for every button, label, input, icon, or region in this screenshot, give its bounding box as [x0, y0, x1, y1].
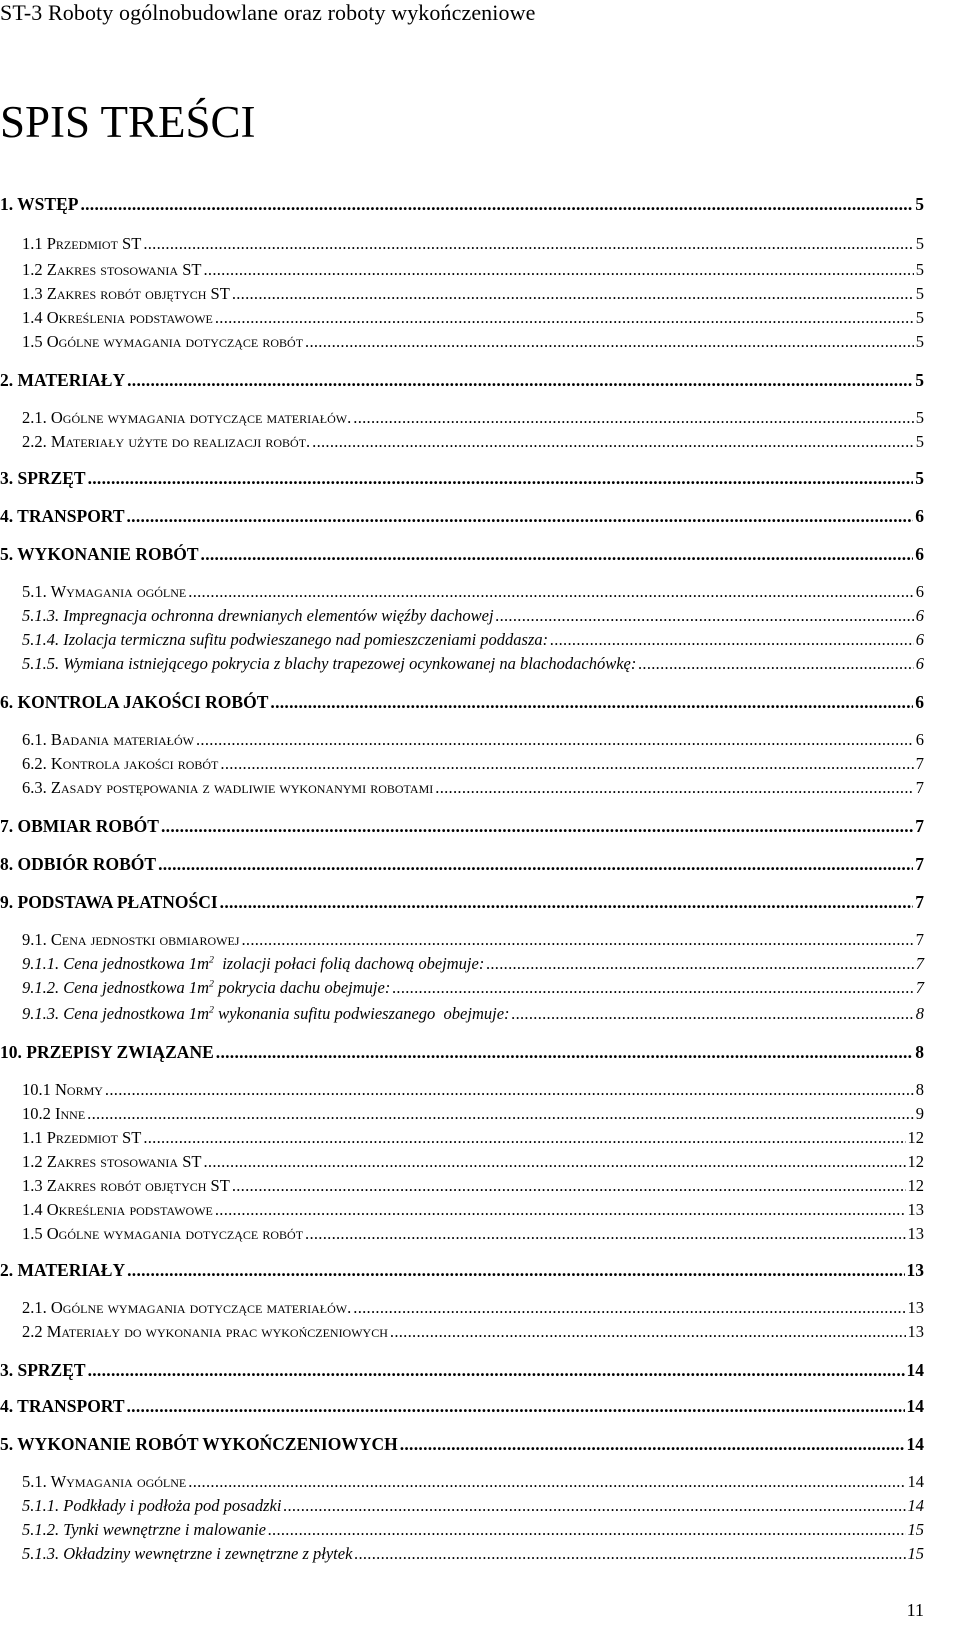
toc-entry[interactable] [0, 508, 924, 526]
toc-entry[interactable] [22, 656, 924, 673]
toc-entry-label: 1.5 Ogólne wymagania dotyczące robót [22, 1224, 304, 1243]
toc-entry[interactable] [22, 1178, 924, 1195]
toc-dot-leader [196, 732, 914, 749]
toc-entry-page: 6 [915, 506, 924, 526]
toc-entry[interactable] [0, 1362, 924, 1380]
toc-entry-page: 5 [915, 194, 924, 214]
toc-entry[interactable] [22, 1006, 924, 1023]
toc-entry-page: 7 [915, 754, 924, 773]
toc-entry-label: 5. WYKONANIE ROBÓT [0, 544, 199, 564]
toc-entry-label: 9.1.3. Cena jednostkowa $1m^2$ wykonania sufitu podwieszanego obejmuje: [22, 1004, 510, 1023]
toc-dot-leader [390, 1324, 906, 1341]
toc-dot-leader [232, 1178, 906, 1195]
toc-entry-page: 7 [915, 892, 924, 912]
toc-entry-page: 8 [915, 1004, 924, 1023]
toc-entry[interactable] [0, 1262, 924, 1280]
toc-entry-label: 3. SPRZĘT [0, 468, 86, 488]
toc-entry[interactable] [22, 732, 924, 749]
toc-entry-label: 5.1.3. Impregnacja ochronna drewnianych elementów więźby dachowej [22, 606, 494, 625]
toc-entry-label: 8. ODBIÓR ROBÓT [0, 854, 157, 874]
toc-entry-label: 4. TRANSPORT [0, 506, 125, 526]
toc-entry-page: 7 [915, 954, 924, 973]
toc-entry-page: 15 [907, 1544, 924, 1563]
toc-entry-label: 10.1 Normy [22, 1080, 103, 1099]
toc-dot-leader [496, 608, 914, 625]
toc-entry-page: 15 [907, 1520, 924, 1539]
toc-entry-label: 1.2 Zakres stosowania ST [22, 260, 202, 279]
toc-entry-page: 6 [915, 630, 924, 649]
toc-entry-label: 1.5 Ogólne wymagania dotyczące robót [22, 332, 304, 351]
toc-entry-label: 5.1.5. Wymiana istniejącego pokrycia z blachy trapezowej ocynkowanej na blachodachówkę: [22, 654, 637, 673]
toc-entry[interactable] [22, 584, 924, 601]
toc-entry-label: 1.4 Określenia podstawowe [22, 308, 213, 327]
toc-dot-leader [353, 1300, 905, 1317]
toc-entry-page: 14 [906, 1396, 924, 1416]
toc-dot-leader [127, 1398, 905, 1416]
toc-entry-label: 1.3 Zakres robót objętych ST [22, 1176, 230, 1195]
toc-entry-label: 6. KONTROLA JAKOŚCI ROBÓT [0, 692, 269, 712]
toc-entry[interactable] [22, 1546, 924, 1563]
toc-entry-page: 7 [915, 778, 924, 797]
toc-entry[interactable] [0, 1398, 924, 1416]
toc-entry-label: 4. TRANSPORT [0, 1396, 125, 1416]
toc-entry-page: 5 [915, 468, 924, 488]
toc-dot-leader [127, 508, 914, 526]
toc-entry-page: 13 [907, 1224, 924, 1243]
toc-entry-page: 13 [906, 1260, 924, 1280]
toc-entry[interactable] [0, 856, 924, 874]
toc-entry-page: 14 [907, 1496, 924, 1515]
toc-entry-page: 5 [915, 432, 924, 451]
toc-entry[interactable] [0, 196, 924, 214]
toc-entry-page: 6 [915, 654, 924, 673]
toc-entry-page: 6 [915, 692, 924, 712]
toc-dot-leader [270, 694, 913, 712]
toc-entry-page: 5 [915, 260, 924, 279]
toc-entry[interactable] [22, 1324, 924, 1341]
toc-entry-page: 14 [907, 1472, 924, 1491]
toc-entry-page: 5 [915, 308, 924, 327]
toc-entry-page: 7 [915, 930, 924, 949]
toc-entry[interactable] [22, 1154, 924, 1171]
toc-dot-leader [392, 980, 913, 997]
toc-dot-leader [283, 1498, 905, 1515]
toc-dot-leader [305, 1226, 905, 1243]
page-title: SPIS TREŚCI [0, 97, 256, 147]
toc-entry-page: 6 [915, 606, 924, 625]
toc-entry[interactable] [22, 1130, 924, 1147]
toc-entry[interactable] [0, 470, 924, 488]
toc-entry-label: 1.4 Określenia podstawowe [22, 1200, 213, 1219]
toc-entry-label: 6.1. Badania materiałów [22, 730, 194, 749]
page-number: 11 [906, 1600, 924, 1620]
toc-entry-page: 5 [915, 234, 924, 253]
toc-entry[interactable] [22, 956, 924, 973]
toc-dot-leader [215, 310, 914, 327]
toc-entry-label: 9. PODSTAWA PŁATNOŚCI [0, 892, 218, 912]
toc-entry-label: 6.2. Kontrola jakości robót [22, 754, 219, 773]
toc-entry-page: 8 [915, 1080, 924, 1099]
toc-entry[interactable] [0, 694, 924, 712]
toc-entry[interactable] [22, 1106, 924, 1123]
toc-dot-leader [215, 1202, 906, 1219]
toc-dot-leader [203, 262, 913, 279]
running-header: ST-3 Roboty ogólnobudowlane oraz roboty wykończeniowe [0, 0, 536, 25]
toc-entry-label: 10.2 Inne [22, 1104, 86, 1123]
toc-entry[interactable] [22, 932, 924, 949]
toc-entry-page: 14 [906, 1360, 924, 1380]
toc-entry[interactable] [0, 546, 924, 564]
toc-entry[interactable] [22, 1498, 924, 1515]
toc-dot-leader [201, 546, 914, 564]
toc-entry[interactable] [22, 1474, 924, 1491]
toc-entry-label: 1.1 Przedmiot ST [22, 1128, 142, 1147]
toc-dot-leader [305, 334, 914, 351]
toc-entry[interactable] [22, 608, 924, 625]
toc-entry-page: 14 [906, 1434, 924, 1454]
toc-entry[interactable] [22, 334, 924, 351]
toc-entry-page: 5 [915, 370, 924, 390]
toc-entry[interactable] [22, 310, 924, 327]
toc-entry-page: 7 [915, 816, 924, 836]
toc-entry-page: 7 [915, 854, 924, 874]
toc-dot-leader [268, 1522, 906, 1539]
toc-dot-leader [241, 932, 913, 949]
toc-entry-label: 5.1. Wymagania ogólne [22, 1472, 187, 1491]
toc-entry-page: 13 [907, 1200, 924, 1219]
toc-entry[interactable] [0, 1044, 924, 1062]
toc-dot-leader [435, 780, 913, 797]
toc-entry[interactable] [22, 756, 924, 773]
toc-entry[interactable] [22, 1226, 924, 1243]
toc-dot-leader [638, 656, 913, 673]
toc-dot-leader [143, 1130, 905, 1147]
toc-entry[interactable] [22, 434, 924, 451]
toc-dot-leader [203, 1154, 905, 1171]
toc-entry-page: 6 [915, 544, 924, 564]
toc-dot-leader [80, 196, 913, 214]
toc-dot-leader [158, 856, 913, 874]
toc-dot-leader [220, 894, 914, 912]
toc-entry-label: 10. PRZEPISY ZWIĄZANE [0, 1042, 214, 1062]
toc-dot-leader [105, 1082, 914, 1099]
toc-dot-leader [220, 756, 913, 773]
toc-dot-leader [312, 434, 914, 451]
toc-entry[interactable] [22, 632, 924, 649]
toc-entry-page: 5 [915, 408, 924, 427]
toc-entry-label: 2.2 Materiały do wykonania prac wykończeniowych [22, 1322, 388, 1341]
toc-entry-label: 2. MATERIAŁY [0, 370, 126, 390]
toc-dot-leader [232, 286, 914, 303]
toc-entry[interactable] [22, 236, 924, 253]
toc-entry[interactable] [22, 1082, 924, 1099]
toc-entry-label: 5.1.4. Izolacja termiczna sufitu podwieszanego nad pomieszczeniami poddasza: [22, 630, 549, 649]
toc-entry-page: 12 [907, 1152, 924, 1171]
toc-entry-label: 1.3 Zakres robót objętych ST [22, 284, 230, 303]
toc-entry-label: 9.1.2. Cena jednostkowa $1m^2$ pokrycia dachu obejmuje: [22, 978, 391, 997]
toc-dot-leader [143, 236, 913, 253]
toc-entry[interactable] [22, 410, 924, 427]
toc-dot-leader [161, 818, 913, 836]
toc-entry-label: 5.1.2. Tynki wewnętrzne i malowanie [22, 1520, 266, 1539]
toc-entry-label: 6.3. Zasady postępowania z wadliwie wykonanymi robotami [22, 778, 434, 797]
toc-entry-label: 3. SPRZĘT [0, 1360, 86, 1380]
toc-entry-page: 8 [915, 1042, 924, 1062]
toc-dot-leader [188, 1474, 905, 1491]
toc-entry-label: 9.1. Cena jednostki obmiarowej [22, 930, 240, 949]
toc-entry[interactable] [0, 818, 924, 836]
toc-entry-label: 2.2. Materiały użyte do realizacji robót. [22, 432, 311, 451]
toc-entry-page: 13 [907, 1298, 924, 1317]
toc-dot-leader [88, 470, 914, 488]
toc-entry-page: 12 [907, 1128, 924, 1147]
toc-dot-leader [188, 584, 913, 601]
toc-entry[interactable] [22, 286, 924, 303]
toc-entry-label: 1. WSTĘP [0, 194, 79, 214]
toc-entry-label: 1.1 Przedmiot ST [22, 234, 142, 253]
toc-entry[interactable] [22, 1522, 924, 1539]
toc-entry-page: 5 [915, 284, 924, 303]
toc-entry[interactable] [0, 372, 924, 390]
toc-dot-leader [216, 1044, 913, 1062]
toc-entry-label: 2. MATERIAŁY [0, 1260, 126, 1280]
toc-entry-page: 9 [915, 1104, 924, 1123]
toc-dot-leader [353, 410, 913, 427]
toc-dot-leader [127, 372, 913, 390]
toc-entry-page: 12 [907, 1176, 924, 1195]
toc-entry-label: 2.1. Ogólne wymagania dotyczące materiałów. [22, 1298, 352, 1317]
toc-dot-leader [486, 956, 913, 973]
toc-entry-label: 5. WYKONANIE ROBÓT WYKOŃCZENIOWYCH [0, 1434, 398, 1454]
toc-dot-leader [127, 1262, 904, 1280]
toc-entry-label: 7. OBMIAR ROBÓT [0, 816, 159, 836]
toc-entry-page: 6 [915, 730, 924, 749]
toc-entry[interactable] [22, 980, 924, 997]
toc-entry-label: 5.1. Wymagania ogólne [22, 582, 187, 601]
toc-entry[interactable] [22, 262, 924, 279]
toc-entry[interactable] [22, 1202, 924, 1219]
toc-entry-label: 5.1.1. Podkłady i podłoża pod posadzki [22, 1496, 282, 1515]
toc-dot-leader [550, 632, 914, 649]
toc-dot-leader [87, 1106, 914, 1123]
toc-entry[interactable] [0, 1436, 924, 1454]
toc-dot-leader [88, 1362, 905, 1380]
toc-dot-leader [354, 1546, 905, 1563]
toc-dot-leader [400, 1436, 905, 1454]
toc-entry-label: 2.1. Ogólne wymagania dotyczące materiałów. [22, 408, 352, 427]
toc-entry-page: 13 [907, 1322, 924, 1341]
toc-entry[interactable] [22, 1300, 924, 1317]
toc-entry[interactable] [0, 894, 924, 912]
toc-entry-label: 9.1.1. Cena jednostkowa $1m^2$ izolacji połaci folią dachową obejmuje: [22, 954, 485, 973]
toc-entry-page: 7 [915, 978, 924, 997]
toc-dot-leader [512, 1006, 914, 1023]
toc-entry-label: 5.1.3. Okładziny wewnętrzne i zewnętrzne z płytek [22, 1544, 353, 1563]
toc-entry-page: 5 [915, 332, 924, 351]
toc-entry[interactable] [22, 780, 924, 797]
toc-entry-page: 6 [915, 582, 924, 601]
toc-entry-label: 1.2 Zakres stosowania ST [22, 1152, 202, 1171]
